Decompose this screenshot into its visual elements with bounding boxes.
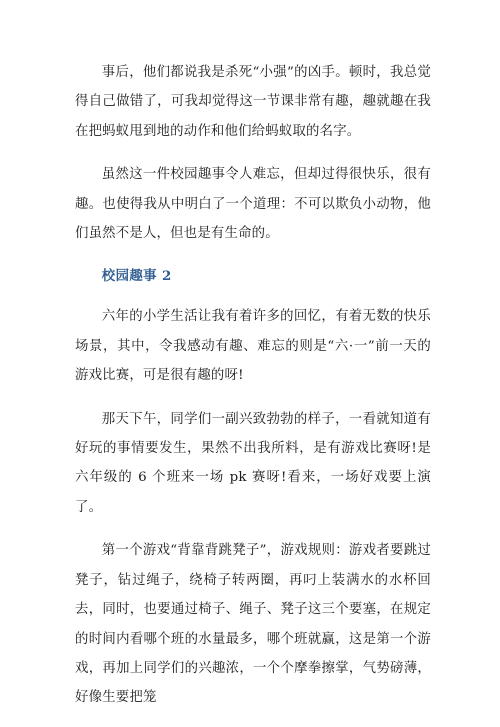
paragraph-1: 事后，他们都说我是杀死“小强”的凶手。顿时，我总觉得自己做错了，可我却觉得这一节课非常有趣，趣就趣在我在把蚂蚁甩到地的动作和他们给蚂蚁取的名字。 xyxy=(75,65,431,139)
paragraph-2: 虽然这一件校园趣事令人难忘，但却过得很快乐，很有趣。也使得我从中明白了一个道理：不可以欺负小动物，他们虽然不是人，但也是有生命的。 xyxy=(75,167,431,242)
section-heading: 校园趣事 2 xyxy=(101,268,172,285)
paragraph-5: 第一个游戏“背靠背跳凳子”，游戏规则：游戏者要跳过凳子，钻过绳子，绕椅子转两圈，再叼上装满水的水杯回去，同时，也要通过椅子、绳子、凳子这三个要塞，在规定的时间内看哪个班的水量最多，哪个班就赢，这是第一个游戏，再加上同学们的兴趣浓，一个个摩拳擦掌，气势磅薄，好像生要把笼 xyxy=(75,543,431,706)
paragraph-4: 那天下午，同学们一副兴致勃勃的样子，一看就知道有好玩的事情要发生，果然不出我所料，是有游戏比赛呀!是六年级的 6 个班来一场 pk 赛呀!看来，一场好戏要上演了。 xyxy=(75,411,431,515)
document-page xyxy=(75,58,431,727)
paragraph-3: 六年的小学生活让我有着许多的回忆，有着无数的快乐场景，其中，令我感动有趣、难忘的则是“六·一”前一天的游戏比赛，可是很有趣的呀! xyxy=(75,309,431,384)
